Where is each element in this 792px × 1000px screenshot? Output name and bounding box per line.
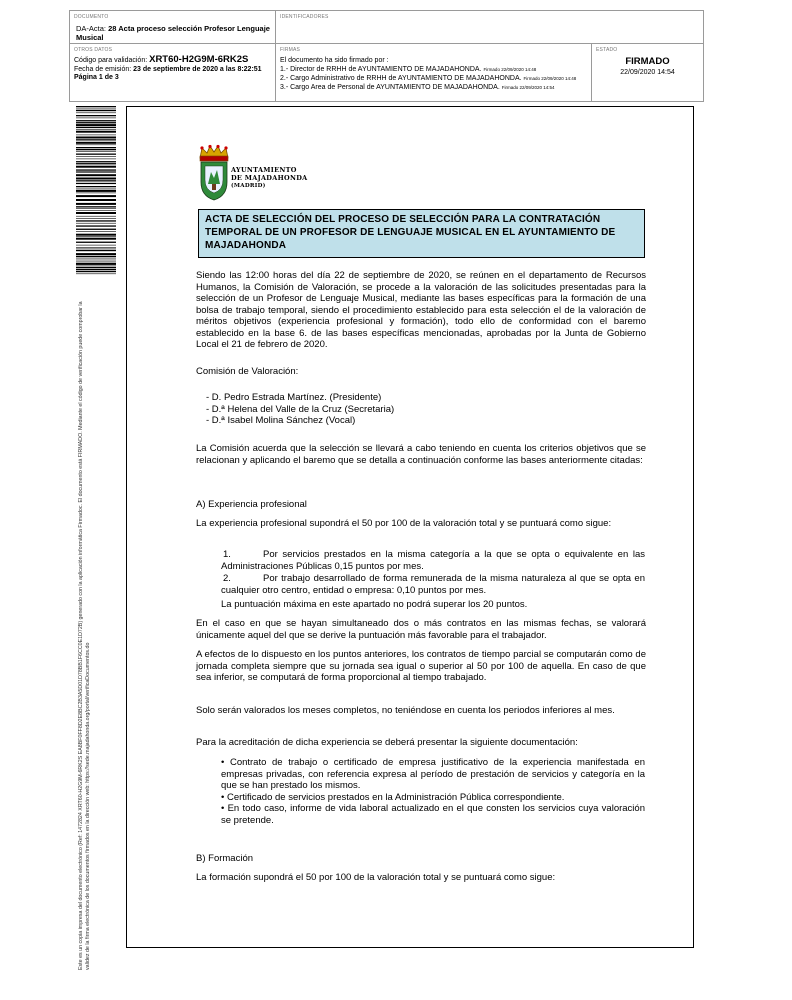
documento-prefix: DA-Acta: bbox=[76, 24, 109, 33]
barcode-bar bbox=[76, 156, 116, 157]
experiencia-item-2: 2. Por trabajo desarrollado de forma remunerada de la misma naturaleza al que se opta en cualquier otro centro, entidad o empresa: 0,10 puntos por mes. bbox=[221, 573, 645, 596]
estado-label: ESTADO bbox=[596, 47, 618, 53]
barcode-bar bbox=[76, 189, 116, 190]
document-box bbox=[69, 10, 276, 44]
barcode-bar bbox=[76, 172, 116, 173]
barcode-bar bbox=[76, 267, 116, 268]
document-title-box: ACTA DE SELECCIÓN DEL PROCESO DE SELECCIÓN PARA LA CONTRATACIÓN TEMPORAL DE UN PROFESOR DE LENGUAJE MUSICAL EN EL AYUNTAMIENTO DE MAJADAHONDA bbox=[198, 209, 645, 258]
barcode-bar bbox=[76, 151, 116, 152]
barcode-bar bbox=[76, 180, 116, 181]
barcode-bar bbox=[76, 236, 116, 237]
documento-title: 28 Acta proceso selección Profesor Lenguaje Musical bbox=[76, 24, 270, 42]
comision-list bbox=[206, 392, 656, 427]
barcode bbox=[76, 106, 116, 276]
efectos-paragraph: A efectos de lo dispuesto en los puntos anteriores, los contratos de tiempo parcial se computarán como de jornada completa siempre que su jornada sea igual o superior al 50 por 100 de aquella. En caso de que sea inferior, se computará de forma proporcional al tiempo trabajado. bbox=[196, 649, 646, 683]
estado-date: 22/09/2020 14:54 bbox=[620, 69, 675, 76]
barcode-bar bbox=[76, 174, 116, 176]
validation-code: XRT60-H2G9M-6RK2S bbox=[149, 54, 249, 65]
barcode-bar bbox=[76, 212, 116, 214]
documentation-item: • Contrato de trabajo o certificado de empresa justificativo de la experiencia manifestada en empresas privadas, con referencia expresa al período de prestación de servicios y categoría en la que se han prestado los mismos. bbox=[221, 757, 645, 791]
barcode-bar bbox=[76, 223, 116, 224]
acuerdo-paragraph: La Comisión acuerda que la selección se llevará a cabo teniendo en cuenta los criterios objetivos que se relacionan y aplicando el baremo que se detalla a continuación conforme las bases anteriormente citadas: bbox=[196, 443, 646, 466]
barcode-bar bbox=[76, 195, 116, 197]
otros-label: OTROS DATOS bbox=[74, 47, 113, 53]
barcode-bar bbox=[76, 159, 116, 160]
barcode-bar bbox=[76, 127, 116, 128]
verification-side-text: Este es un copia impresa del documento electrónico (Ref: 1472824 XRT60-H2G9M-6RK2S EA8BF0FF8D2E8BC2B3A5D01D78BB1F6CC0E1D72B) generado con la aplicación informática Firmadoc. El documento está FIRMADO. Mediante el código de verificación puede comprobar la validez de la firma electrónica de los documentos firmados en la dirección web: https://sede.majadahonda.org/portal/verificaDocumentos.do bbox=[78, 301, 91, 970]
barcode-bar bbox=[76, 249, 116, 250]
comision-member: - D.ª Isabel Molina Sánchez (Vocal) bbox=[206, 415, 356, 426]
firma-3: 3.- Cargo Area de Personal de AYUNTAMIENTO DE MAJADAHONDA. Firmado 22/09/2020 14:54 bbox=[280, 84, 555, 91]
barcode-bar bbox=[76, 147, 116, 148]
acreditacion-paragraph: Para la acreditación de dicha experiencia se deberá presentar la siguiente documentación: bbox=[196, 737, 578, 748]
barcode-bar bbox=[76, 231, 116, 232]
firmas-box bbox=[275, 43, 592, 102]
barcode-bar bbox=[76, 106, 116, 107]
barcode-bar bbox=[76, 137, 116, 139]
barcode-bar bbox=[76, 170, 116, 171]
barcode-bar bbox=[76, 266, 116, 267]
barcode-bar bbox=[76, 139, 116, 140]
barcode-bar bbox=[76, 199, 116, 201]
barcode-bar bbox=[76, 256, 116, 257]
barcode-bar bbox=[76, 115, 116, 116]
barcode-bar bbox=[76, 206, 116, 207]
coat-of-arms-icon bbox=[196, 144, 232, 202]
identificadores-label: IDENTIFICADORES bbox=[280, 14, 329, 20]
barcode-bar bbox=[76, 131, 116, 133]
estado-value: FIRMADO bbox=[625, 56, 670, 67]
barcode-bar bbox=[76, 120, 116, 121]
barcode-bar bbox=[76, 124, 116, 126]
barcode-bar bbox=[76, 258, 116, 259]
codigo-label: Código para validación: bbox=[74, 57, 150, 64]
barcode-bar bbox=[76, 216, 116, 217]
barcode-bar bbox=[76, 253, 116, 255]
barcode-bar bbox=[76, 129, 116, 130]
barcode-bar bbox=[76, 225, 116, 226]
fecha-label: Fecha de emisión: bbox=[74, 65, 134, 73]
barcode-bar bbox=[76, 109, 116, 110]
barcode-bar bbox=[76, 247, 116, 248]
experiencia-intro: La experiencia profesional supondrá el 50 por 100 de la valoración total y se puntuará como sigue: bbox=[196, 518, 612, 529]
experiencia-item-1: 1. Por servicios prestados en la misma categoría a la que se opta o equivalente en las Administraciones Públicas 0,15 puntos por mes. bbox=[221, 549, 645, 572]
section-b-heading: B) Formación bbox=[196, 853, 254, 864]
page-number: Página 1 de 3 bbox=[74, 74, 119, 81]
section-a-heading: A) Experiencia profesional bbox=[196, 499, 307, 510]
barcode-bar bbox=[76, 193, 116, 194]
barcode-bar bbox=[76, 234, 116, 236]
documentation-list bbox=[221, 757, 645, 826]
barcode-bar bbox=[76, 220, 116, 221]
barcode-bar bbox=[76, 260, 116, 261]
barcode-bar bbox=[76, 274, 116, 275]
firmas-intro: El documento ha sido firmado por : bbox=[280, 57, 389, 64]
barcode-bar bbox=[76, 263, 116, 265]
intro-paragraph: Siendo las 12:00 horas del día 22 de septiembre de 2020, se reúnen en el departamento de Recursos Humanos, la Comisión de Valoración, se procede a la valoración de las solicitudes presentadas para la selección de un Profesor de Lenguaje Musical, mediante las bases específicas para la formación de una bolsa de trabajo temporal, siendo el procedimiento establecido para esta selección el de la valoración de méritos objetivos (experiencia profesional y formación), todo ello de conformidad con el baremo establecido en la base 6. de las bases específicas mencionadas, aprobadas por la Junta de Gobierno Local el 21 de febrero de 2020. bbox=[196, 270, 646, 350]
identificadores-box bbox=[275, 10, 704, 44]
fecha-value: 23 de septiembre de 2020 a las 8:22:51 bbox=[133, 65, 262, 73]
barcode-bar bbox=[76, 145, 116, 146]
barcode-bar bbox=[76, 161, 116, 162]
comision-member: - D.ª Helena del Valle de la Cruz (Secretaria) bbox=[206, 403, 395, 415]
barcode-bar bbox=[76, 245, 116, 246]
barcode-bar bbox=[76, 169, 116, 170]
barcode-bar bbox=[76, 118, 116, 119]
barcode-bar bbox=[76, 262, 116, 263]
comision-member: - D. Pedro Estrada Martínez. (Presidente) bbox=[206, 392, 382, 403]
documentation-item: • En todo caso, informe de vida laboral actualizado en el que consten los servicios cuya valoración se pretende. bbox=[221, 803, 645, 826]
barcode-bar bbox=[76, 218, 116, 219]
logo-text: AYUNTAMIENTO DE MAJADAHONDA (MADRID) bbox=[231, 166, 308, 189]
barcode-bar bbox=[76, 186, 116, 187]
firma-1: 1.- Director de RRHH de AYUNTAMIENTO DE MAJADAHONDA. Firmado 22/09/2020 14:48 bbox=[280, 66, 537, 73]
barcode-bar bbox=[76, 229, 116, 230]
documentation-item: • Certificado de servicios prestados en la Administración Pública correspondiente. bbox=[221, 791, 565, 803]
barcode-bar bbox=[76, 135, 116, 136]
barcode-bar bbox=[76, 250, 116, 251]
firma-2: 2.- Cargo Administrativo de RRHH de AYUNTAMIENTO DE MAJADAHONDA. Firmado 22/09/2020 14:48 bbox=[280, 75, 577, 82]
barcode-bar bbox=[76, 122, 116, 123]
simultaneo-paragraph: En el caso en que se hayan simultaneado dos o más contratos en las mismas fechas, se valorará únicamente aquel del que se derive la puntuación más favorable para el trabajador. bbox=[196, 618, 646, 641]
barcode-bar bbox=[76, 142, 116, 144]
barcode-bar bbox=[76, 238, 116, 240]
barcode-bar bbox=[76, 149, 116, 150]
barcode-bar bbox=[76, 178, 116, 180]
barcode-bar bbox=[76, 208, 116, 209]
experiencia-max: La puntuación máxima en este apartado no podrá superar los 20 puntos. bbox=[221, 599, 528, 610]
barcode-bar bbox=[76, 271, 116, 272]
estado-box bbox=[591, 43, 704, 102]
barcode-bar bbox=[76, 269, 116, 270]
formacion-intro: La formación supondrá el 50 por 100 de la valoración total y se puntuará como sigue: bbox=[196, 872, 556, 883]
firmas-label: FIRMAS bbox=[280, 47, 301, 53]
barcode-bar bbox=[76, 210, 116, 211]
barcode-bar bbox=[76, 166, 116, 168]
comision-heading: Comisión de Valoración: bbox=[196, 366, 299, 377]
barcode-bar bbox=[76, 190, 116, 192]
barcode-bar bbox=[76, 113, 116, 114]
barcode-bar bbox=[76, 154, 116, 155]
barcode-bar bbox=[76, 110, 116, 111]
meses-paragraph: Solo serán valorados los meses completos, no teniéndose en cuenta los periodos inferiores al mes. bbox=[196, 705, 615, 716]
barcode-bar bbox=[76, 163, 116, 164]
barcode-bar bbox=[76, 183, 116, 184]
barcode-bar bbox=[76, 242, 116, 243]
barcode-bar bbox=[76, 203, 116, 205]
documento-label: DOCUMENTO bbox=[74, 14, 109, 20]
otros-datos-box bbox=[69, 43, 276, 102]
